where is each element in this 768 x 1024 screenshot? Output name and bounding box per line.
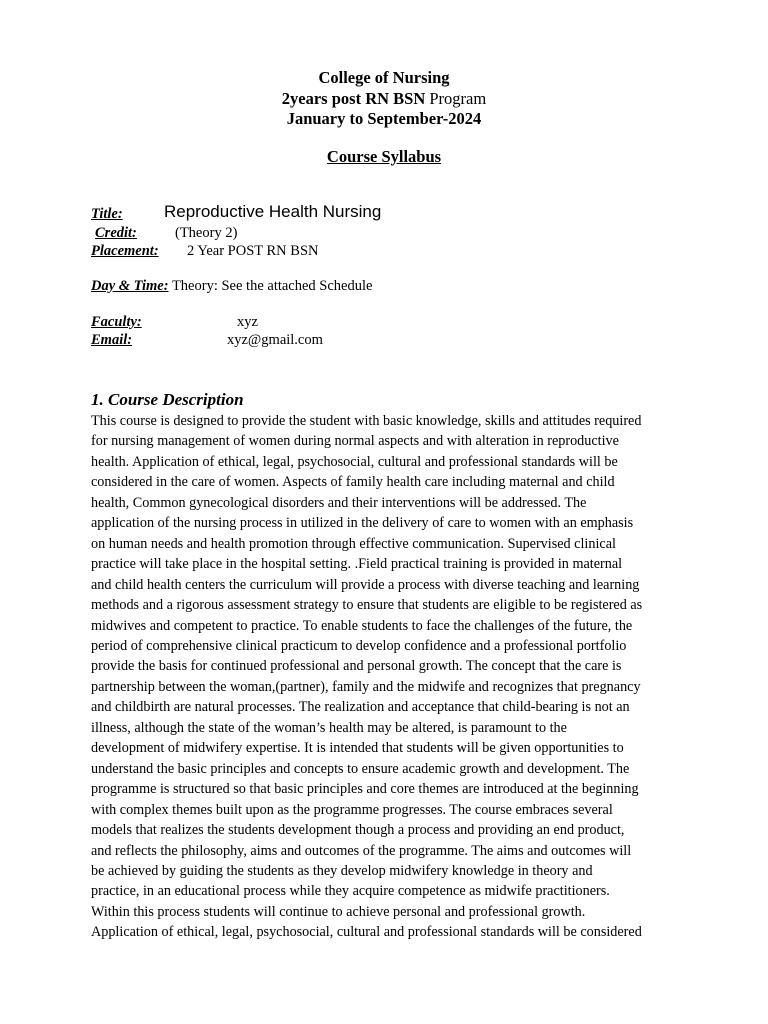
- title-label: Title:: [91, 206, 123, 222]
- title-row: [91, 202, 382, 223]
- program-line: [0, 89, 768, 110]
- paragraph-line: for nursing management of women during normal aspects and with alteration in reproductive: [91, 433, 619, 450]
- program-name: 2years post RN BSN: [281, 88, 426, 108]
- paragraph-line: Within this process students will continue to achieve personal and professional growth.: [91, 903, 586, 920]
- paragraph-line: Application of ethical, legal, psychosocial, cultural and professional standards will be considered: [91, 924, 642, 941]
- faculty-label: Faculty:: [91, 314, 142, 330]
- paragraph-line: on human needs and health promotion through effective communication. Supervised clinical: [91, 535, 616, 552]
- syllabus-title: Course Syllabus: [326, 147, 442, 166]
- email-label: Email:: [91, 332, 133, 348]
- term-line: January to September-2024: [286, 109, 482, 128]
- paragraph-line: and child health centers the curriculum will provide a process with diverse teaching and learning: [91, 576, 640, 593]
- paragraph-line: and childbirth are natural processes. The realization and acceptance that child-bearing is not an: [91, 699, 630, 716]
- program-word: Program: [425, 88, 487, 108]
- daytime-label: Day & Time:: [91, 278, 169, 294]
- paragraph-line: programme is structured so that basic principles and core themes are introduced at the beginning: [91, 781, 639, 798]
- paragraph-line: understand the basic principles and concepts to ensure academic growth and development. The: [91, 760, 630, 777]
- paragraph-line: practice, in an educational process while they acquire competence as midwife practitioners.: [91, 883, 610, 900]
- paragraph-line: application of the nursing process in utilized in the delivery of care to women with an emphasis: [91, 515, 634, 532]
- faculty-value: xyz: [237, 314, 258, 330]
- paragraph-line: period of comprehensive clinical practicum to develop confidence and a professional portfolio: [91, 637, 627, 654]
- paragraph-line: practice will take place in the hospital setting. .Field practical training is provided in maternal: [91, 556, 623, 573]
- paragraph-line: midwives and competent to practice. To enable students to face the challenges of the future, the: [91, 617, 633, 634]
- paragraph-line: development of midwifery expertise. It is intended that students will be given opportunities to: [91, 740, 624, 757]
- placement-value: 2 Year POST RN BSN: [187, 243, 319, 259]
- college-name: College of Nursing: [318, 68, 450, 87]
- placement-label: Placement:: [91, 243, 159, 259]
- email-row: [91, 331, 323, 349]
- paragraph-line: considered in the care of women. Aspects of family health care including maternal and child: [91, 474, 615, 491]
- faculty-row: [91, 313, 258, 331]
- paragraph-line: health. Application of ethical, legal, psychosocial, cultural and professional standards will be: [91, 453, 618, 470]
- paragraph-line: and reflects the philosophy, aims and outcomes of the programme. The aims and outcomes will: [91, 842, 632, 859]
- credit-label: Credit:: [95, 225, 137, 241]
- course-description-body: [91, 411, 681, 943]
- paragraph-line: with complex themes built upon as the programme progresses. The course embraces several: [91, 801, 613, 818]
- placement-row: [91, 242, 319, 260]
- email-value: xyz@gmail.com: [227, 332, 323, 348]
- course-description-heading: 1. Course Description: [91, 390, 244, 409]
- paragraph-line: methods and a rigorous assessment strategy to ensure that students are eligible to be registered as: [91, 597, 643, 614]
- paragraph-line: health, Common gynecological disorders and their interventions will be addressed. The: [91, 494, 587, 511]
- paragraph-line: models that realizes the students development though a process and providing an end product,: [91, 822, 625, 839]
- daytime-value: Theory: See the attached Schedule: [171, 278, 373, 294]
- document-header: [0, 68, 768, 130]
- title-value: Reproductive Health Nursing: [164, 202, 382, 221]
- paragraph-line: be achieved by guiding the students as they develop midwifery knowledge in theory and: [91, 862, 593, 879]
- paragraph-line: illness, although the state of the woman’s health may be altered, is paramount to the: [91, 719, 567, 736]
- credit-value: (Theory 2): [175, 225, 238, 241]
- credit-row: [95, 224, 238, 242]
- paragraph-line: provide the basis for continued professional and personal growth. The concept that the care is: [91, 658, 622, 675]
- paragraph-line: partnership between the woman,(partner), family and the midwife and recognizes that pregnancy: [91, 678, 641, 695]
- paragraph-line: This course is designed to provide the student with basic knowledge, skills and attitudes required: [91, 413, 642, 429]
- daytime-row: [91, 277, 372, 295]
